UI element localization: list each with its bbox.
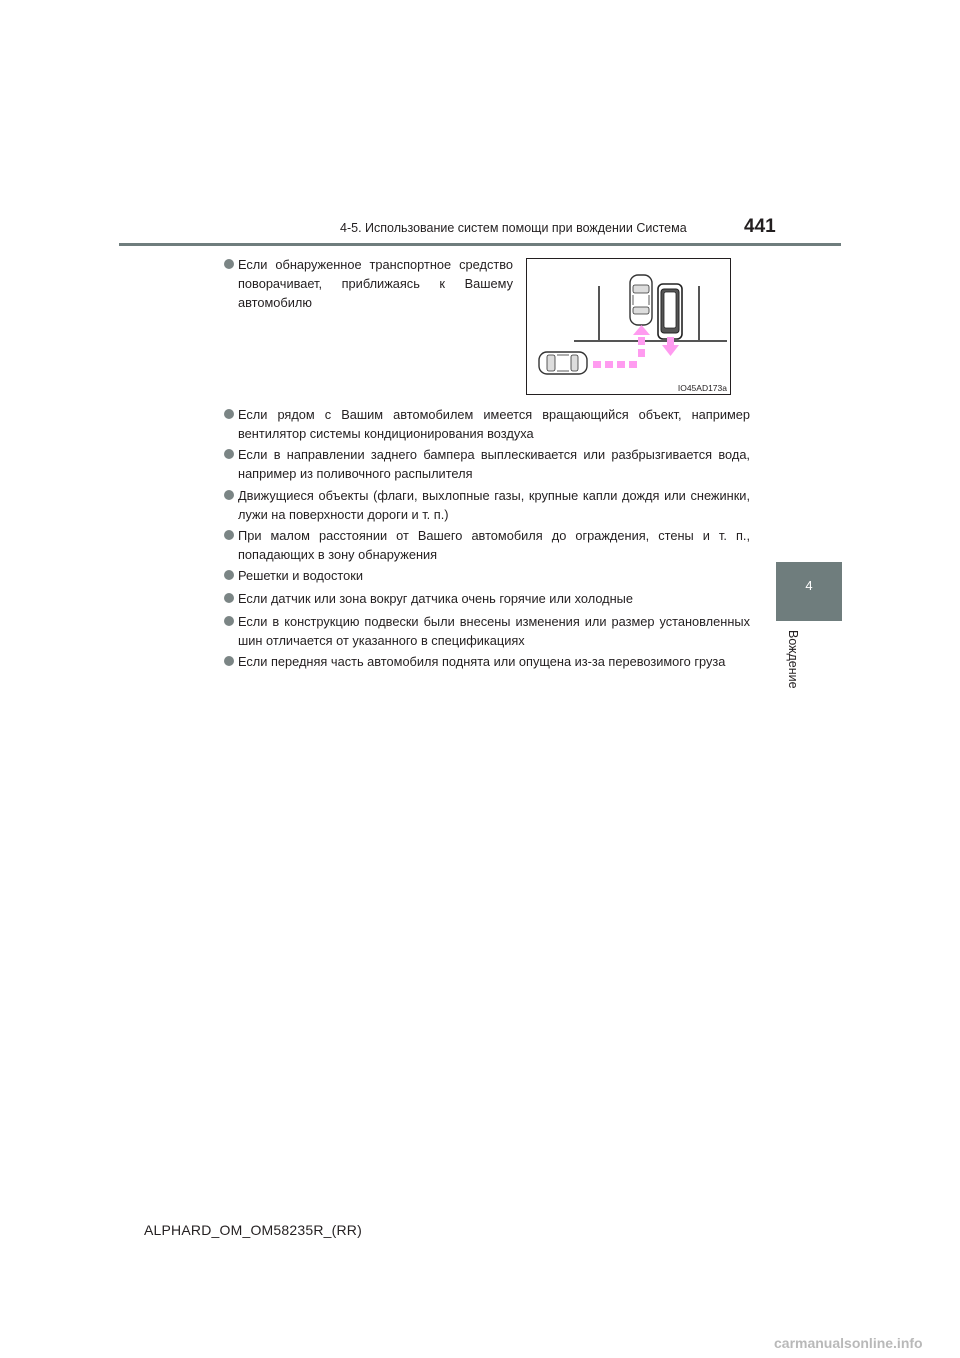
bullet-icon bbox=[224, 593, 234, 603]
chapter-number: 4 bbox=[805, 578, 813, 593]
list-item bbox=[224, 652, 750, 671]
parking-diagram-svg bbox=[527, 259, 732, 396]
bullet-icon bbox=[224, 656, 234, 666]
list-item bbox=[224, 612, 750, 650]
parking-illustration bbox=[526, 258, 731, 395]
list-item-text: Если датчик или зона вокруг датчика очень горячие или холодные bbox=[238, 591, 633, 606]
section-title: 4-5. Использование систем помощи при вождении Система bbox=[340, 221, 687, 235]
list-item-text: Если в направлении заднего бампера выплескивается или разбрызгивается вода, например из поливочного распылителя bbox=[238, 447, 750, 481]
reverse-arrow-icon bbox=[662, 337, 679, 356]
bullet-icon bbox=[224, 490, 234, 500]
bullet-icon bbox=[224, 530, 234, 540]
bullet-icon bbox=[224, 570, 234, 580]
list-item-text: Решетки и водостоки bbox=[238, 568, 363, 583]
chapter-label bbox=[786, 630, 802, 700]
list-item-text: Если рядом с Вашим автомобилем имеется вращающийся объект, например вентилятор системы кондиционирования воздуха bbox=[238, 407, 750, 441]
watermark: carmanualsonline.info bbox=[774, 1335, 923, 1351]
list-item-text: При малом расстоянии от Вашего автомобиля до ограждения, стены и т. п., попадающих в зону обнаружения bbox=[238, 528, 750, 562]
list-item-text: Если обнаруженное транспортное средство поворачивает, приближаясь к Вашему автомобилю bbox=[238, 257, 513, 310]
list-item bbox=[224, 255, 513, 312]
header-rule bbox=[119, 243, 841, 246]
turn-path-arrow-icon bbox=[593, 325, 650, 368]
bullet-icon bbox=[224, 449, 234, 459]
car-approaching-icon bbox=[539, 352, 587, 374]
list-item bbox=[224, 486, 750, 524]
list-item-text: Если в конструкцию подвески были внесены изменения или размер установленных шин отличается от указанного в спецификациях bbox=[238, 614, 750, 648]
car-minivan-icon bbox=[658, 284, 682, 339]
document-id: ALPHARD_OM_OM58235R_(RR) bbox=[144, 1222, 362, 1238]
car-sedan-icon bbox=[630, 275, 652, 325]
list-item bbox=[224, 566, 750, 585]
list-item bbox=[224, 526, 750, 564]
bullet-icon bbox=[224, 616, 234, 626]
page-number: 441 bbox=[744, 216, 776, 237]
list-item-text: Движущиеся объекты (флаги, выхлопные газы, крупные капли дождя или снежинки, лужи на поверхности дороги и т. п.) bbox=[238, 488, 750, 522]
figure-code: IO45AD173a bbox=[677, 383, 727, 393]
list-item bbox=[224, 405, 750, 443]
list-item bbox=[224, 445, 750, 483]
list-item-text: Если передняя часть автомобиля поднята или опущена из-за перевозимого груза bbox=[238, 654, 726, 669]
bullet-icon bbox=[224, 409, 234, 419]
chapter-tab bbox=[776, 562, 842, 621]
list-item bbox=[224, 589, 750, 608]
bullet-icon bbox=[224, 259, 234, 269]
chapter-label-text: Вождение bbox=[786, 630, 800, 689]
